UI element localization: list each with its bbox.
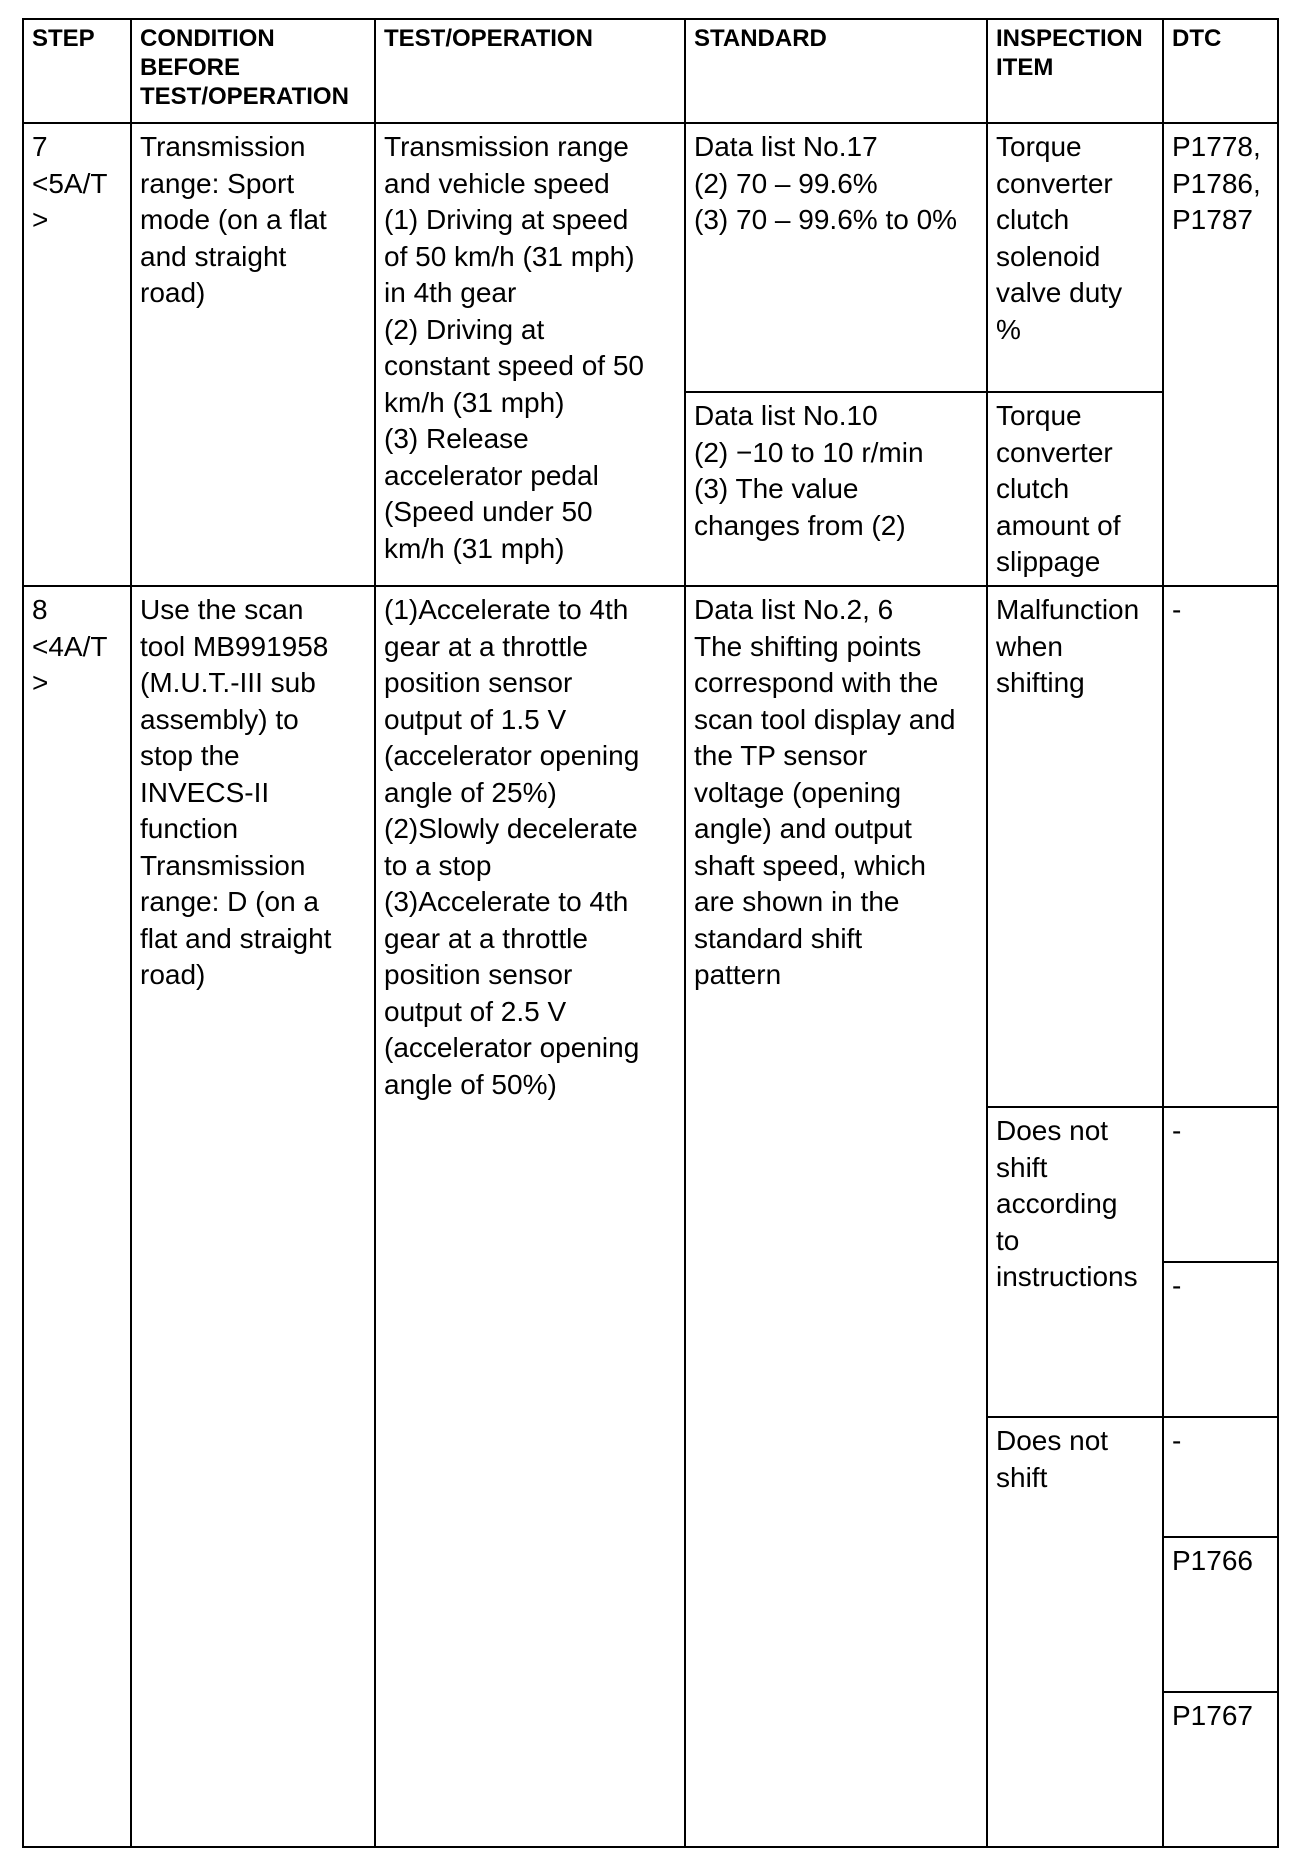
inspection-table: [22, 18, 1279, 1848]
step8-test-operation: (1)Accelerate to 4th gear at a throttle position sensor output of 1.5 V (accelerator opening angle of 25%) (2)Slowly decelerate to a stop (3)Accelerate to 4th gear at a throttle position sensor output of 2.5 V (accelerator opening angle of 50%): [375, 586, 685, 1847]
step8-condition: Use the scan tool MB991958 (M.U.T.-III sub assembly) to stop the INVECS-II function Transmission range: D (on a flat and straight road): [131, 586, 375, 1847]
table-row-step-8: [23, 586, 1278, 1107]
step7-inspection-b: Torque converter clutch amount of slippage: [987, 392, 1163, 586]
step7-step: 7 <5A/T >: [23, 123, 131, 586]
step8-dtc-c: -: [1163, 1262, 1278, 1417]
header-row: [23, 19, 1278, 123]
step8-dtc-b: -: [1163, 1107, 1278, 1262]
step8-dtc-a: -: [1163, 586, 1278, 1107]
step8-inspection-a: Malfunction when shifting: [987, 586, 1163, 1107]
header-step: STEP: [23, 19, 131, 123]
step7-test-operation: Transmission range and vehicle speed (1) Driving at speed of 50 km/h (31 mph) in 4th gear (2) Driving at constant speed of 50 km/h (31 mph) (3) Release accelerator pedal (Speed under 50 km/h (31 mph): [375, 123, 685, 586]
step7-dtc: P1778, P1786, P1787: [1163, 123, 1278, 586]
step7-standard-a: Data list No.17 (2) 70 – 99.6% (3) 70 – 99.6% to 0%: [685, 123, 987, 392]
header-inspection-item: INSPECTION ITEM: [987, 19, 1163, 123]
step8-dtc-f: P1767: [1163, 1692, 1278, 1847]
step8-dtc-d: -: [1163, 1417, 1278, 1537]
step8-step: 8 <4A/T >: [23, 586, 131, 1847]
step8-inspection-b: Does not shift according to instructions: [987, 1107, 1163, 1417]
step7-standard-b: Data list No.10 (2) −10 to 10 r/min (3) The value changes from (2): [685, 392, 987, 586]
step8-standard: Data list No.2, 6 The shifting points correspond with the scan tool display and the TP sensor voltage (opening angle) and output shaft speed, which are shown in the standard shift pattern: [685, 586, 987, 1847]
step7-condition: Transmission range: Sport mode (on a flat and straight road): [131, 123, 375, 586]
header-standard: STANDARD: [685, 19, 987, 123]
step7-inspection-a: Torque converter clutch solenoid valve duty %: [987, 123, 1163, 392]
step8-inspection-c: Does not shift: [987, 1417, 1163, 1847]
header-test-operation: TEST/OPERATION: [375, 19, 685, 123]
header-condition: CONDITION BEFORE TEST/OPERATION: [131, 19, 375, 123]
header-dtc: DTC: [1163, 19, 1278, 123]
table-row-step-7: [23, 123, 1278, 392]
step8-dtc-e: P1766: [1163, 1537, 1278, 1692]
